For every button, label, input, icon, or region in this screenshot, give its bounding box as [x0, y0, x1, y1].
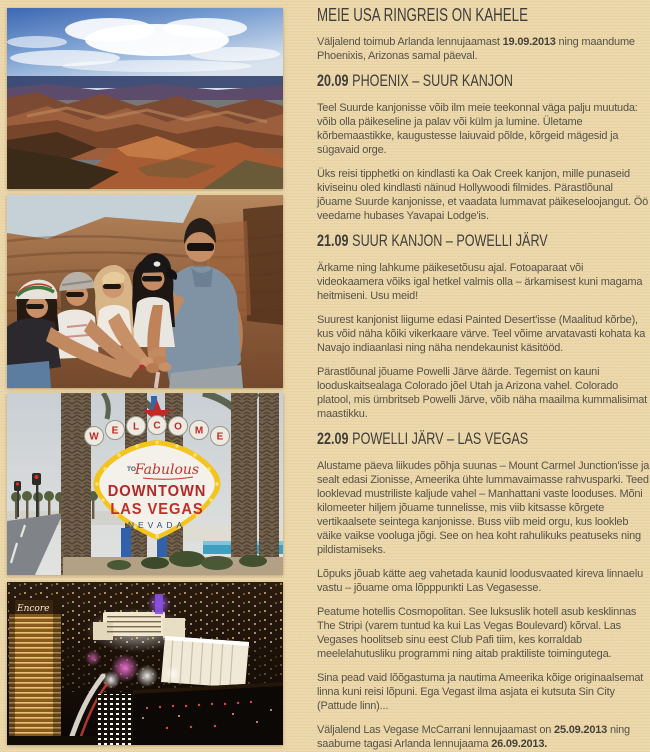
- section-title: SUUR KANJON – POWELLI JÄRV: [352, 231, 548, 250]
- section-title: POWELLI JÄRV – LAS VEGAS: [352, 429, 529, 448]
- paragraph: Üks reisi tipphetki on kindlasti ka Oak Creek kanjon, mille punaseid kiviseinu oled kindlasti näinud Hollywoodi filmides. Pärastlõunal jõuame Suurde kanjonisse, et vaadata lummavat päikeseloojangut. Öö veedame hubases Yavapai Lodge'is.: [317, 168, 649, 222]
- person-woman-black-cap: [131, 253, 177, 355]
- sign-nevada: NEVADA: [127, 520, 187, 530]
- svg-text:L: L: [132, 421, 140, 433]
- section-heading-phoenix: [317, 71, 650, 91]
- photo-grand-canyon: [7, 8, 283, 189]
- svg-text:M: M: [194, 425, 204, 437]
- paragraph: Lõpuks jõuab kätte aeg vahetada kaunid loodusvaated kireva linnaelu vastu – jõuame oma lõpppunkti Las Vegasesse.: [317, 568, 644, 594]
- svg-text:E: E: [111, 425, 119, 437]
- photo-las-vegas-sign: [7, 393, 283, 575]
- paragraph: Suurest kanjonist liigume edasi Painted Desert'isse (Maalitud kõrbe), kus võid näha kõiki vikerkaare värve. Teel võime arvatavasti kohata ka Navajo indiaanlasi ning näha nendekaunist käsitööd.: [317, 314, 646, 354]
- outro-text-pre: Väljalend Las Vegase McCarrani lennujaamast on: [317, 724, 555, 736]
- sign-lasvegas: LAS VEGAS: [110, 500, 204, 519]
- svg-text:C: C: [153, 420, 161, 432]
- article: [317, 0, 650, 751]
- friends-illustration: [7, 195, 283, 388]
- sign-fabulous: Fabulous: [134, 462, 200, 478]
- photo-friends-at-canyon: [7, 195, 283, 388]
- paragraph: Sina pead vaid lõõgastuma ja nautima Ameerika kõige originaalsemat linna kuni reisi lõpuni. Ega Vegast ilma asjata ei kutsuta Sin City (Pattude linn)...: [317, 672, 644, 712]
- section-date: 22.09: [317, 429, 349, 448]
- page-title: MEIE USA RINGREIS ON KAHELE: [317, 5, 528, 25]
- return-flight-date: 25.09.2013: [554, 724, 608, 736]
- arrival-date: 26.09.2013.: [491, 738, 548, 750]
- encore-label: Encore: [17, 604, 50, 614]
- section-heading-powell: [317, 231, 650, 251]
- section-heading-lasvegas: [317, 429, 650, 449]
- section-title: PHOENIX – SUUR KANJON: [352, 71, 513, 90]
- photo-vegas-night: [7, 582, 283, 745]
- departure-date: 19.09.2013: [502, 36, 556, 48]
- paragraph: Pärastlõunal jõuame Powelli Järve äärde. Tegemist on kauni looduskaitsealaga Colorado jõel Utah ja Arizona vahel. Colorado platool, mis ümbritseb Powelli Järve, võib näha maailma kummalisimat maastikku.: [317, 366, 647, 420]
- photo-column: [7, 8, 283, 745]
- intro-text-post: ning maandume Phoenixis, Arizonas samal päeval.: [317, 36, 635, 62]
- grand-canyon-illustration: [7, 8, 283, 189]
- intro-paragraph: [317, 35, 650, 63]
- outro-paragraph: [317, 723, 650, 751]
- section-date: 20.09: [317, 71, 349, 90]
- sign-downtown: DOWNTOWN: [107, 482, 207, 501]
- paragraph: Teel Suurde kanjonisse võib ilm meie teekonnal väga palju muutuda: võib olla päikeseline ja palav või külm ja lumine. Ületame kõrbemaastikke, kaugustesse laiuvaid põlde, kõrgeid mägesid ja sügavaid orge.: [317, 102, 638, 156]
- vegas-night-illustration: [7, 582, 283, 745]
- las-vegas-sign-illustration: [7, 393, 283, 575]
- outro-text-mid: ning saabume tagasi Arlanda lennujaama: [317, 724, 630, 750]
- svg-text:E: E: [216, 431, 224, 443]
- intro-text-pre: Väljalend toimub Arlanda lennujaamast: [317, 36, 503, 48]
- section-date: 21.09: [317, 231, 349, 250]
- svg-text:W: W: [89, 431, 99, 443]
- paragraph: Peatume hotellis Cosmopolitan. See luksuslik hotell asub kesklinnas The Stripi (varem tuntud ka kui Las Vegas Boulevard) kõrval. Las Vegases hoolitseb sinu eest Club Pafi tiim, kes korraldab meelelahutusliku programmi ning aitab praktiliste toimingutega.: [317, 606, 637, 660]
- paragraph: Alustame päeva liikudes põhja suunas – Mount Carmel Junction'isse ja sealt edasi Zionisse, Ameerika ühte lummavaimasse rahvusparki. Teed looklevad mustriliste kaljude vahel – Manhattani vaste looduses. Mõni kilomeeter hiljem jõuame tunnelisse, mis viib kitsasse kõrgete vertikaalsete seintega kanjonisse. Buss viib meid orgu, kus lookleb väike vaikse vooluga jõgi. See on hea koht rahulikuks peatuseks ning pildistamiseks.: [317, 460, 650, 556]
- svg-text:O: O: [174, 421, 182, 433]
- paragraph: Ärkame ning lahkume päikesetõusu ajal. Fotoaparaat või videokaamera võiks igal hetkel valmis olla – ärkamisest kuni magama heitmiseni. Usu meid!: [317, 262, 643, 302]
- encore-tower: [9, 600, 61, 736]
- sign-to: TO: [127, 466, 136, 473]
